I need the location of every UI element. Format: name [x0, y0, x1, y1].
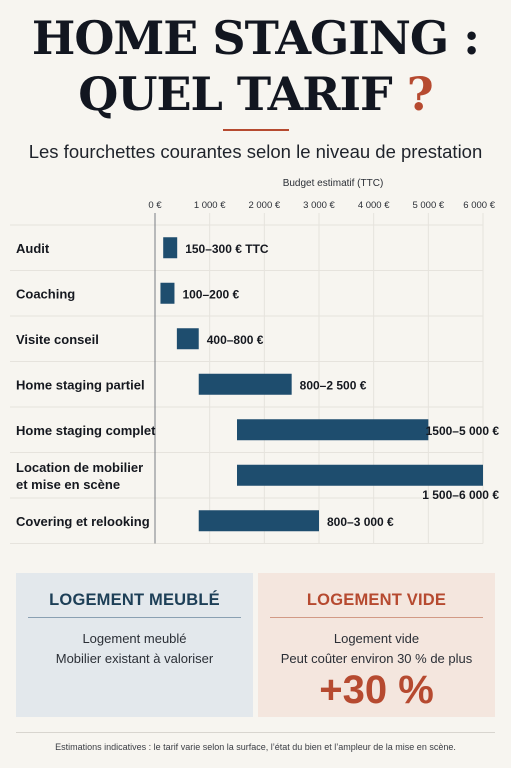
footnote: Estimations indicatives : le tarif varie selon la surface, l’état du bien et l’ampleur de la mise en scène. [55, 742, 456, 752]
tick-label-6: 6 000 € [463, 200, 495, 211]
value-label-3: 800–2 500 € [299, 378, 367, 393]
value-label-4: 1500–5 000 € [425, 423, 499, 438]
value-label-2: 400–800 € [206, 332, 264, 347]
value-label-1: 100–200 € [182, 287, 240, 302]
value-label-0: 150–300 € TTC [185, 241, 269, 256]
bar-2 [177, 328, 199, 349]
bar-3 [199, 374, 292, 395]
bar-5 [237, 465, 483, 486]
bar-4 [237, 419, 428, 440]
card-furnished [16, 573, 253, 717]
card-empty-line2: Peut coûter environ 30 % de plus [280, 651, 473, 666]
bar-0 [163, 237, 177, 258]
tick-label-0: 0 € [148, 200, 162, 211]
card-furnished-divider [28, 617, 241, 618]
card-empty-title: LOGEMENT VIDE [306, 591, 447, 609]
page-title-line1: HOME STAGING : [31, 11, 480, 65]
card-empty-divider [270, 617, 483, 618]
value-label-6: 800–3 000 € [327, 514, 394, 529]
title-divider [223, 129, 289, 131]
price-range-chart [0, 170, 511, 565]
category-label-5-1: et mise en scène [16, 476, 121, 492]
category-label-5-0: Location de mobilier [16, 459, 144, 475]
page-title-line2 [0, 64, 511, 124]
card-furnished-line2: Mobilier existant à valoriser [55, 651, 214, 666]
category-label-4: Home staging complet [16, 422, 156, 438]
card-furnished-title: LOGEMENT MEUBLÉ [49, 591, 220, 609]
tick-label-2: 2 000 € [248, 200, 281, 211]
bar-1 [160, 283, 174, 304]
title-text: QUEL TARIF [78, 67, 407, 121]
tick-label-4: 4 000 € [357, 200, 390, 211]
footer-divider [16, 732, 495, 733]
title-question-mark: ? [406, 67, 433, 121]
value-label-5: 1 500–6 000 € [422, 487, 499, 502]
tick-label-1: 1 000 € [193, 200, 226, 211]
bar-6 [199, 510, 319, 531]
card-empty-line1: Logement vide [333, 631, 420, 646]
page-subtitle: Les fourchettes courantes selon le niveau de prestation [28, 141, 483, 162]
card-empty-surcharge: +30 % [319, 668, 434, 712]
category-label-3: Home staging partiel [16, 377, 145, 393]
category-label-1: Coaching [16, 286, 76, 302]
axis-title: Budget estimatif (TTC) [282, 178, 384, 189]
card-furnished-line1: Logement meublé [82, 631, 187, 646]
category-label-2: Visite conseil [16, 331, 99, 347]
tick-label-5: 5 000 € [412, 200, 445, 211]
tick-label-3: 3 000 € [303, 200, 335, 211]
category-label-6: Covering et relooking [16, 513, 150, 529]
category-label-0: Audit [16, 240, 50, 256]
card-empty [258, 573, 495, 717]
